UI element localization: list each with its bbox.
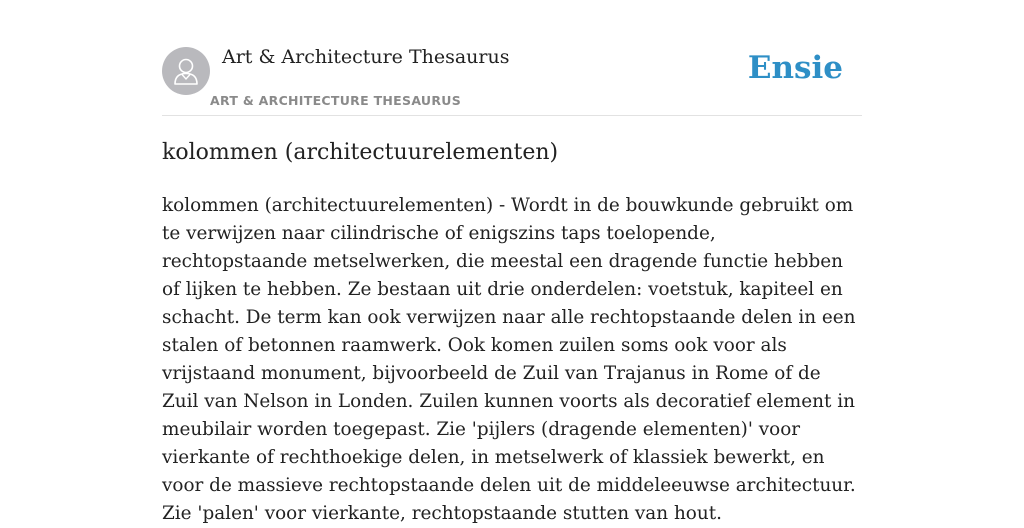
entry-definition: kolommen (architectuurelementen) - Wordt in de bouwkunde gebruikt om te verwijzen naar cilindrische of enigszins taps toelopende, rechtopstaande metselwerken, die meestal een dragende functie hebben of lijken te hebben. Ze bestaan uit drie onderdelen: voetstuk, kapiteel en schacht. De term kan ook verwijzen naar alle rechtopstaande delen in een stalen of betonnen raamwerk. Ook komen zuilen soms ook voor als vrijstaand monument, bijvoorbeeld de Zuil van Trajanus in Rome of de Zuil van Nelson in Londen. Zuilen kunnen voorts als decoratief element in meubilair worden toegepast. Zie 'pijlers (dragende elementen)' voor vierkante of rechthoekige delen, in metselwerk of klassiek bewerkt, en voor de massieve rechtopstaande delen uit de middeleeuwse architectuur. Zie 'palen' voor vierkante, rechtopstaande stutten van hout.: [162, 195, 856, 524]
user-icon: [173, 56, 199, 86]
header: [162, 0, 862, 116]
brand-logo[interactable]: Ensie: [747, 50, 843, 86]
avatar[interactable]: [162, 47, 210, 95]
author-name[interactable]: Art & Architecture Thesaurus: [222, 46, 510, 68]
entry-title: kolommen (architectuurelementen): [162, 140, 559, 165]
author-subtitle[interactable]: ART & ARCHITECTURE THESAURUS: [210, 93, 462, 108]
